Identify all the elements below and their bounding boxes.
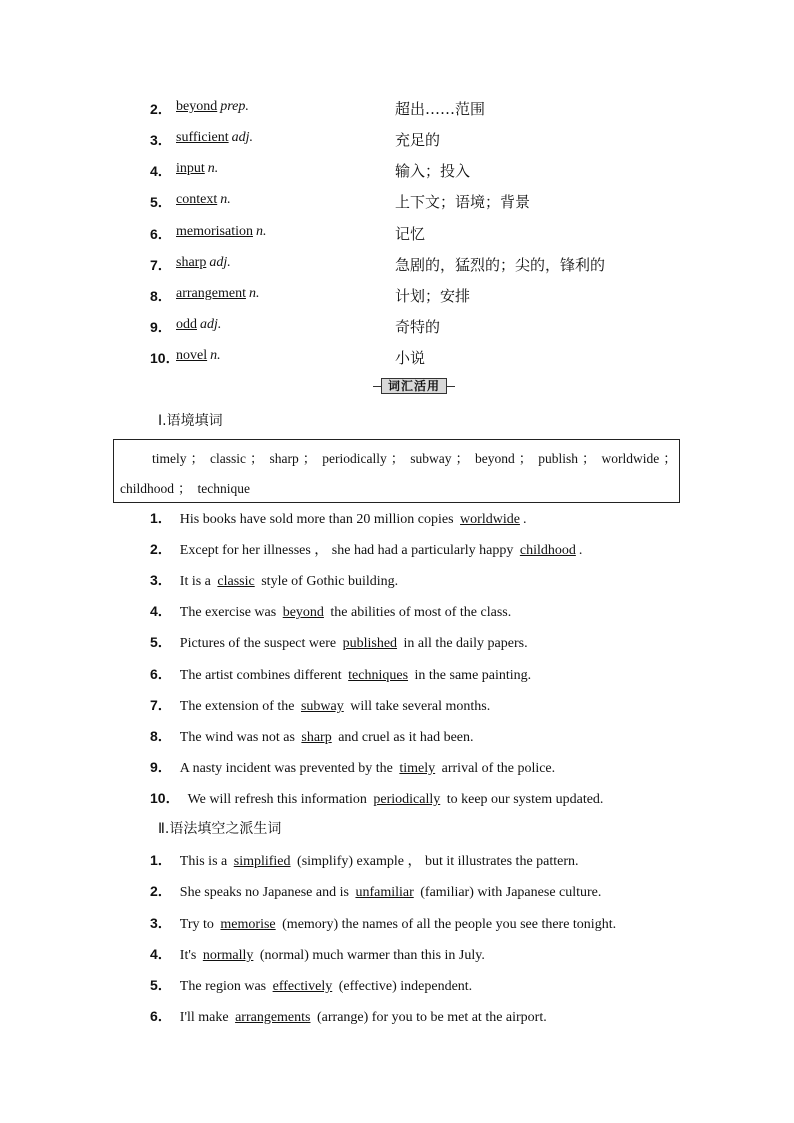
item-number: 1． — [150, 510, 172, 526]
word-bank-word: childhood — [120, 481, 174, 496]
part-of-speech: n. — [256, 224, 267, 239]
item-number: 8． — [150, 288, 172, 304]
exercise-row — [150, 975, 472, 997]
vocab-word — [176, 192, 231, 208]
answer-blank: techniques — [348, 668, 409, 683]
vocab-row — [150, 224, 670, 246]
answer-blank: childhood — [519, 543, 576, 558]
word-separator: ； — [190, 451, 204, 466]
vocab-word — [176, 161, 218, 177]
word-separator: ； — [302, 451, 317, 466]
vocab-row — [150, 99, 670, 121]
item-number: 4． — [150, 163, 172, 179]
vocab-meaning: 计划；安排 — [395, 287, 471, 305]
item-number: 6． — [150, 666, 172, 682]
sentence-text: (effective) independent. — [335, 979, 473, 994]
vocab-row — [150, 317, 670, 339]
sentence-text: She speaks no Japanese and is — [179, 885, 353, 900]
exercise-row — [150, 788, 603, 810]
vocab-word-text: arrangement — [176, 286, 246, 301]
vocab-word — [176, 130, 253, 146]
answer-blank: published — [342, 636, 398, 651]
item-number: 4． — [150, 603, 172, 619]
answer-blank: timely — [399, 761, 436, 776]
word-separator: ； — [250, 451, 264, 466]
exercise-row — [150, 570, 398, 592]
word-bank-word: timely — [152, 451, 187, 466]
sentence-text: It is a — [179, 574, 215, 589]
sentence-text: style of Gothic building. — [257, 574, 399, 589]
item-number: 3． — [150, 572, 172, 588]
sentence-text: We will refresh this information — [187, 792, 371, 807]
exercise-row — [150, 601, 511, 623]
vocab-row — [150, 348, 670, 370]
item-number: 10． — [150, 790, 180, 806]
sentence-text: The wind was not as — [179, 730, 299, 745]
vocab-meaning: 上下文；语境；背景 — [395, 193, 531, 211]
vocab-meaning: 记忆 — [395, 225, 426, 243]
sentence-text: The region was — [179, 979, 270, 994]
vocab-meaning: 小说 — [395, 349, 426, 367]
vocab-meaning: 超出……范围 — [395, 100, 486, 118]
word-bank-word: sharp — [269, 451, 299, 466]
exercise-row — [150, 944, 485, 966]
item-number: 10． — [150, 350, 180, 366]
part-of-speech: prep. — [220, 99, 249, 114]
part-of-speech: adj. — [231, 130, 254, 145]
sentence-text: Pictures of the suspect were — [179, 636, 340, 651]
item-number: 9． — [150, 319, 172, 335]
vocab-row — [150, 192, 670, 214]
item-number: 8． — [150, 728, 172, 744]
item-number: 5． — [150, 194, 172, 210]
answer-blank: subway — [300, 699, 344, 714]
vocab-row — [150, 130, 670, 152]
vocab-word — [176, 317, 221, 333]
vocab-row — [150, 286, 670, 308]
item-number: 5． — [150, 634, 172, 650]
answer-blank: normally — [202, 948, 254, 963]
vocab-word-text: beyond — [176, 99, 218, 114]
answer-blank: unfamiliar — [355, 885, 414, 900]
vocab-word — [176, 224, 267, 240]
word-separator: ； — [518, 451, 533, 466]
exercise-row — [150, 881, 601, 903]
sentence-text: Try to — [179, 917, 218, 932]
word-separator: ； — [390, 451, 405, 466]
vocab-row — [150, 255, 670, 277]
vocab-word — [176, 255, 231, 271]
part-of-speech: n. — [220, 192, 231, 207]
exercise-row — [150, 695, 490, 717]
sentence-text: in all the daily papers. — [400, 636, 528, 651]
item-number: 3． — [150, 132, 172, 148]
vocab-word — [176, 286, 259, 302]
sentence-text: I'll make — [179, 1010, 233, 1025]
item-number: 1． — [150, 852, 172, 868]
item-number: 9． — [150, 759, 172, 775]
item-number: 6． — [150, 1008, 172, 1024]
vocab-word — [176, 348, 221, 364]
word-bank-word: worldwide — [601, 451, 660, 466]
vocab-word — [176, 99, 249, 115]
sentence-text: The extension of the — [179, 699, 298, 714]
exercise-row — [150, 508, 526, 530]
vocab-word-text: odd — [176, 317, 197, 332]
exercise-row — [150, 850, 579, 872]
sentence-text: in the same painting. — [411, 668, 532, 683]
vocab-word-text: memorisation — [176, 224, 253, 239]
exercise-row — [150, 664, 531, 686]
word-bank-word: technique — [197, 481, 250, 496]
exercise-row — [150, 1006, 547, 1028]
sentence-text: to keep our system updated. — [443, 792, 604, 807]
vocab-word-text: novel — [176, 348, 208, 363]
sentence-text: Except for her illnesses ， she had had a particularly happy — [179, 543, 517, 558]
sentence-text: arrival of the police. — [438, 761, 556, 776]
sentence-text: This is a — [179, 854, 231, 869]
sentence-text: (arrange) for you to be met at the airport. — [313, 1010, 547, 1025]
exercise-row — [150, 539, 582, 561]
vocab-word-text: context — [176, 192, 218, 207]
word-bank-word: publish — [538, 451, 578, 466]
exercise-row — [150, 913, 616, 935]
sentence-text: The exercise was — [179, 605, 280, 620]
answer-blank: periodically — [373, 792, 441, 807]
word-bank-line-1 — [152, 447, 683, 467]
part-of-speech: n. — [210, 348, 221, 363]
word-separator: ； — [455, 451, 469, 466]
sentence-text: (familiar) with Japanese culture. — [416, 885, 602, 900]
sentence-text: (normal) much warmer than this in July. — [256, 948, 485, 963]
item-number: 4． — [150, 946, 172, 962]
sentence-text: and cruel as it had been. — [334, 730, 474, 745]
word-separator: ； — [178, 481, 192, 496]
part-of-speech: adj. — [200, 317, 222, 332]
exercise-row — [150, 632, 528, 654]
sentence-text: (simplify) example ， but it illustrates the pattern. — [293, 854, 579, 869]
sentence-text: will take several months. — [346, 699, 491, 714]
item-number: 2． — [150, 101, 172, 117]
answer-blank: effectively — [272, 979, 333, 994]
item-number: 7． — [150, 257, 172, 273]
vocab-meaning: 急剧的，猛烈的；尖的，锋利的 — [395, 256, 606, 274]
banner-label: 词汇活用 — [381, 378, 447, 394]
item-number: 2． — [150, 883, 172, 899]
exercise-row — [150, 726, 474, 748]
item-number: 6． — [150, 226, 172, 242]
part-of-speech: n. — [207, 161, 219, 176]
word-separator: ； — [582, 451, 596, 466]
part-of-speech: adj. — [209, 255, 231, 270]
answer-blank: worldwide — [460, 512, 520, 527]
word-bank-line-2 — [120, 477, 252, 497]
sentence-text: . — [578, 543, 583, 558]
answer-blank: memorise — [220, 917, 276, 932]
sentence-text: The artist combines different — [179, 668, 346, 683]
word-separator: ； — [663, 451, 677, 466]
sentence-text: A nasty incident was prevented by the — [179, 761, 397, 776]
answer-blank: simplified — [233, 854, 291, 869]
item-number: 7． — [150, 697, 172, 713]
word-bank-word: subway — [410, 451, 452, 466]
section-2-heading: Ⅱ.语法填空之派生词 — [158, 821, 282, 837]
answer-blank: classic — [217, 574, 255, 589]
vocab-meaning: 奇特的 — [395, 318, 441, 336]
section-banner — [366, 378, 462, 394]
answer-blank: arrangements — [235, 1010, 311, 1025]
answer-blank: beyond — [282, 605, 324, 620]
word-bank-box — [113, 439, 680, 503]
vocab-row — [150, 161, 670, 183]
sentence-text: . — [522, 512, 527, 527]
item-number: 3． — [150, 915, 172, 931]
word-bank-word: periodically — [322, 451, 387, 466]
item-number: 5． — [150, 977, 172, 993]
sentence-text: It's — [179, 948, 200, 963]
vocab-meaning: 输入；投入 — [395, 162, 471, 180]
sentence-text: His books have sold more than 20 million copies — [179, 512, 458, 527]
vocab-word-text: input — [176, 161, 205, 176]
word-bank-word: classic — [210, 451, 246, 466]
word-bank-word: beyond — [474, 451, 515, 466]
answer-blank: sharp — [301, 730, 332, 745]
exercise-row — [150, 757, 555, 779]
item-number: 2． — [150, 541, 172, 557]
vocab-word-text: sufficient — [176, 130, 229, 145]
vocab-meaning: 充足的 — [395, 131, 441, 149]
sentence-text: (memory) the names of all the people you see there tonight. — [278, 917, 617, 932]
sentence-text: the abilities of most of the class. — [326, 605, 512, 620]
part-of-speech: n. — [248, 286, 260, 301]
section-1-heading: Ⅰ.语境填词 — [158, 413, 223, 429]
vocab-word-text: sharp — [176, 255, 207, 270]
